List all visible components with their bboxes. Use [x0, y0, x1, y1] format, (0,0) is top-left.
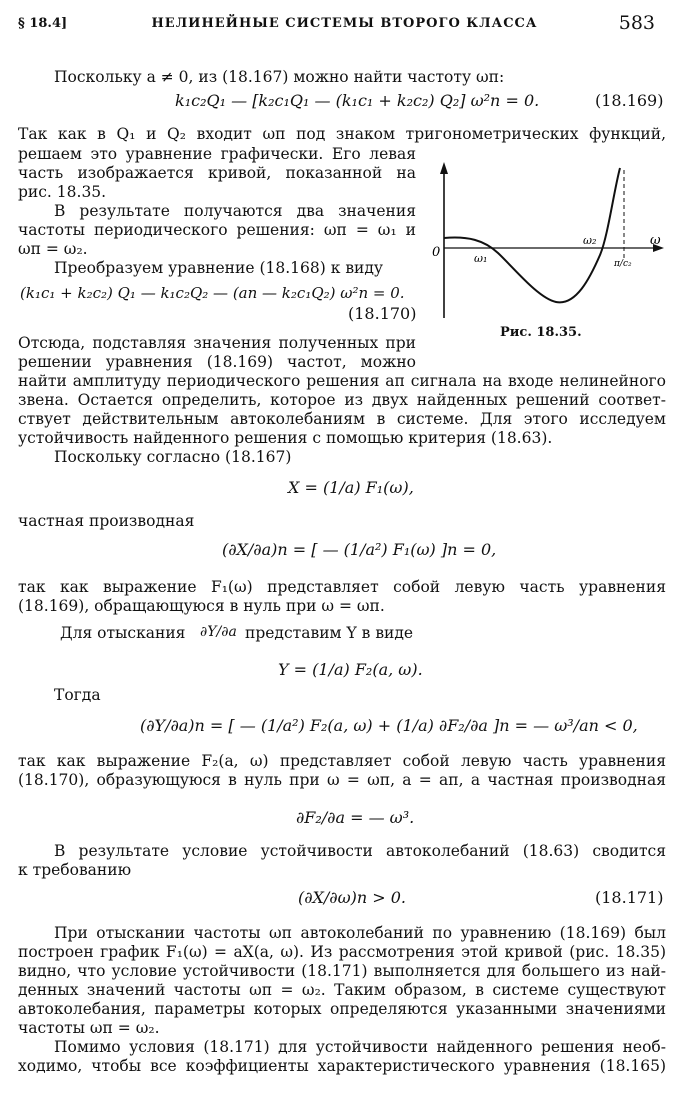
equation-number: (18.170)	[348, 304, 417, 323]
text-line: решаем это уравнение графически. Его левая	[18, 145, 416, 163]
text-line: В результате условие устойчивости автоколебаний (18.63) сводится	[54, 842, 666, 860]
text-line: к требованию	[18, 861, 132, 879]
text-line: найти амплитуду периодического решения aп сигнала на входе нелинейного	[18, 372, 666, 390]
text-line: автоколебания, параметры которых определяются указанными значениями	[18, 1000, 666, 1018]
text-line: частоты ωп = ω₂.	[18, 1019, 160, 1037]
text-line: Так как в Q₁ и Q₂ входит ωп под знаком тригонометрических функций,	[18, 125, 666, 143]
text-line: В результате получаются два значения	[54, 202, 416, 220]
text-line: рис. 18.35.	[18, 183, 107, 201]
text-line: Помимо условия (18.171) для устойчивости найденного решения необ-	[54, 1038, 666, 1056]
text-line: Преобразуем уравнение (18.168) к виду	[54, 259, 384, 277]
equation-18-170: (k₁c₁ + k₂c₂) Q₁ — k₁c₂Q₂ — (aп — k₂c₁Q₂) ω²п = 0.	[20, 284, 405, 302]
equation-18-169: k₁c₂Q₁ — [k₂c₁Q₁ — (k₁c₁ + k₂c₂) Q₂] ω²п = 0.	[175, 91, 540, 110]
text-line: часть изображается кривой, показанной на	[18, 164, 416, 182]
text-line: так как выражение F₂(a, ω) представляет собой левую часть уравнения	[18, 752, 666, 770]
text-line: денных значений частоты ωп = ω₂. Таким образом, в системе существуют	[18, 981, 666, 999]
figure-caption: Рис. 18.35.	[500, 325, 582, 340]
section-ref: § 18.4]	[18, 16, 68, 31]
running-header	[0, 12, 689, 36]
text-line: построен график F₁(ω) = aX(a, ω). Из рассмотрения этой кривой (рис. 18.35)	[18, 943, 666, 961]
text-line: Отсюда, подставляя значения полученных при	[18, 334, 416, 352]
text-line: устойчивость найденного решения с помощью критерия (18.63).	[18, 429, 553, 447]
equation-y: Y = (1/a) F₂(a, ω).	[278, 660, 423, 679]
text-line: При отыскании частоты ωп автоколебаний по уравнению (18.169) был	[54, 924, 666, 942]
pi-c2-label: π/c₂	[614, 259, 632, 269]
equation-dx-da: (∂X/∂a)п = [ — (1/a²) F₁(ω) ]п = 0,	[222, 540, 497, 559]
equation-number: (18.171)	[595, 888, 664, 907]
equation-x: X = (1/a) F₁(ω),	[288, 478, 414, 497]
text-line: ходимо, чтобы все коэффициенты характеристического уравнения (18.165)	[18, 1057, 666, 1075]
partial-dy-da: ∂Y/∂a	[200, 624, 237, 640]
page-number: 583	[618, 12, 655, 34]
text-line: ствует действительным автоколебаниям в системе. Для этого исследуем	[18, 410, 666, 428]
text-line: Тогда	[54, 686, 101, 704]
text-line: решении уравнения (18.169) частот, можно	[18, 353, 416, 371]
running-title: НЕЛИНЕЙНЫЕ СИСТЕМЫ ВТОРОГО КЛАССА	[151, 16, 538, 31]
text-line: Поскольку согласно (18.167)	[54, 448, 292, 466]
text-line: (18.170), образующуюся в нуль при ω = ωп, a = aп, а частная производная	[18, 771, 666, 789]
omega2-label: ω₂	[583, 234, 597, 247]
equation-18-171: (∂X/∂ω)п > 0.	[298, 888, 407, 907]
omega-axis-label: ω	[650, 233, 661, 248]
text-line: видно, что условие устойчивости (18.171) выполняется для большего из най-	[18, 962, 666, 980]
equation-df2-da: ∂F₂/∂a = — ω³.	[296, 808, 415, 827]
equation-dy-da: (∂Y/∂a)п = [ — (1/a²) F₂(a, ω) + (1/a) ∂F₂/∂a ]п = — ω³/aп < 0,	[140, 716, 638, 735]
curve-plot	[428, 160, 673, 330]
omega1-label: ω₁	[474, 252, 488, 265]
equation-number: (18.169)	[595, 91, 664, 110]
text-line: частоты периодического решения: ωп = ω₁ и	[18, 221, 416, 239]
text-line: ωп = ω₂.	[18, 240, 88, 258]
text-fragment: Для отыскания	[60, 624, 186, 642]
figure-18-35	[428, 160, 673, 330]
origin-label: 0	[432, 245, 441, 260]
text-line: (18.169), обращающуюся в нуль при ω = ωп.	[18, 597, 385, 615]
text-line: так как выражение F₁(ω) представляет собой левую часть уравнения	[18, 578, 666, 596]
text-fragment: представим Y в виде	[245, 624, 414, 642]
y-axis-arrow	[440, 162, 448, 174]
text-line: Поскольку a ≠ 0, из (18.167) можно найти частоту ωп:	[54, 68, 505, 86]
text-line: частная производная	[18, 512, 195, 530]
text-line: звена. Остается определить, которое из двух найденных решений соответ-	[18, 391, 666, 409]
